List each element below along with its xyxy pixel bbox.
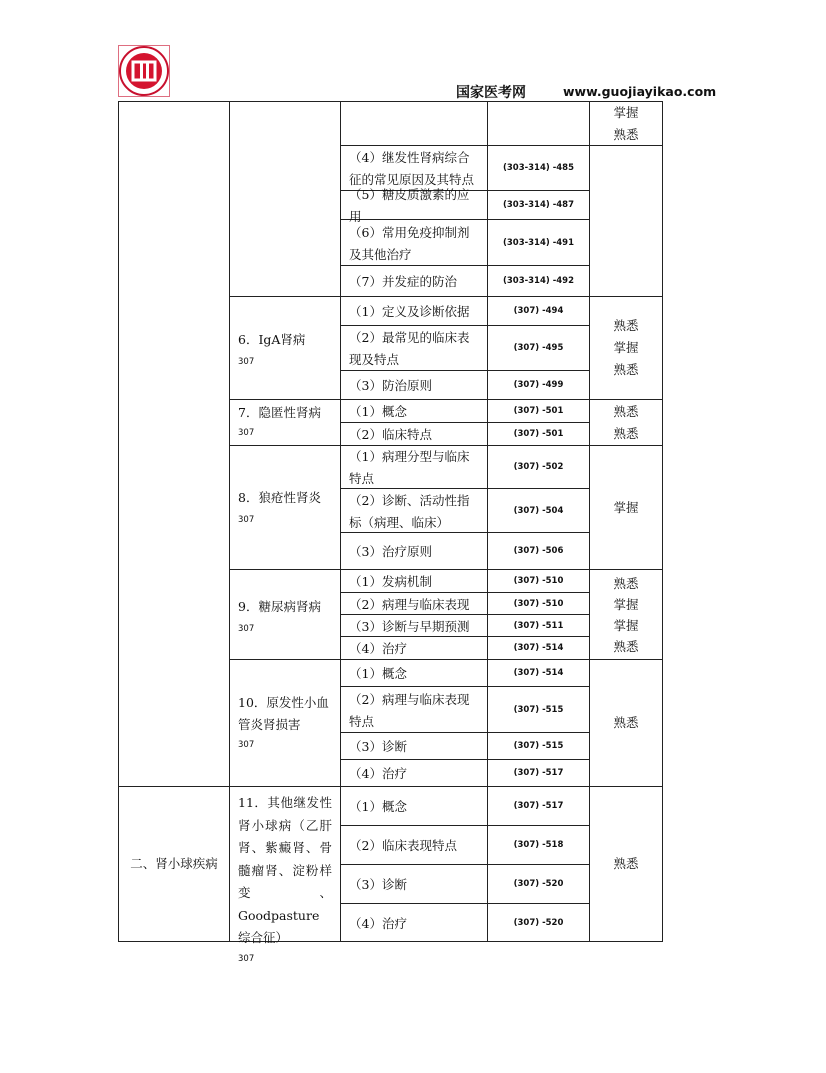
page-code: (307) -499 [513,380,564,390]
page-code: (307) -510 [513,576,564,586]
table-row: （2）病理与临床表现 [349,596,470,612]
table-row: （4）治疗 [349,641,407,656]
table-row: （4）治疗 [349,766,407,781]
header-divider [118,101,663,102]
table-row: （3）治疗原则 [349,544,432,559]
topic-cell [230,400,340,440]
page-code: (303-314) -487 [502,200,574,210]
page-code: (307) -495 [513,343,564,353]
page-code: (307) -520 [513,879,564,889]
table-row: （3）防治原则 [349,378,432,393]
level-cell: 熟悉 掌握 熟悉 [613,318,639,377]
site-url[interactable]: www.guojiayikao.com [563,84,717,99]
level-cell: 熟悉 熟悉 [613,403,639,441]
site-name: 国家医考网 [456,85,526,101]
page-code: (307) -511 [513,620,564,631]
table-row: （3）诊断 [349,877,407,892]
page-code: (307) -517 [513,768,564,778]
page-code: (307) -510 [513,598,564,609]
page-code: (307) -501 [513,406,564,416]
table-row: （2）临床表现特点 [349,838,457,853]
level-cell: 熟悉 掌握 掌握 熟悉 [613,575,639,654]
page-code: (303-314) -485 [502,163,574,173]
page-code: (307) -502 [513,462,564,472]
topic-cell [230,594,340,636]
page-code: (307) -501 [513,429,564,439]
topic-cell [230,790,340,966]
category-cell [119,787,229,941]
level-cell: 熟悉 [613,856,639,871]
level-text: 熟悉 [613,126,639,142]
table-row: （3）诊断 [349,739,407,754]
table-row: （1）病理分型与临床特点 [349,449,470,486]
topic-number: 307 [238,357,255,367]
table-row: （4）治疗 [349,915,407,931]
table-row: （6）常用免疫抑制剂及其他治疗 [349,224,470,262]
topic-name: 10．原发性小血管炎肾损害 [238,695,329,732]
page-code: (307) -514 [513,668,564,678]
topic-name: 8．狼疮性肾炎 [238,490,321,505]
topic-cell [230,327,340,369]
page-code: (303-314) -491 [502,237,574,248]
page-code: (307) -494 [513,306,564,316]
page-code: (307) -520 [513,917,564,928]
topic-name: 11．其他继发性肾小球病（乙肝肾、紫癜肾、骨髓瘤肾、淀粉样变、Goodpasture 综合征） [238,795,332,945]
guojiayikao-logo [118,45,170,97]
table-row: （1）概念 [349,799,407,814]
topic-cell [230,485,340,527]
table-row: （5）糖皮质激素的应用 [349,187,470,224]
level-cell-top [590,102,662,145]
table-row: （2）诊断、活动性指标（病理、临床） [349,492,470,530]
table-row: （2）病理与临床表现特点 [349,691,470,729]
table-row: （1）概念 [349,404,407,419]
page-code: (307) -514 [513,643,564,653]
page-code: (307) -504 [513,505,564,516]
topic-number: 307 [238,428,255,438]
table-row: （1）概念 [349,666,407,681]
topic-number: 307 [238,624,255,634]
table-row: （7）并发症的防治 [349,274,457,289]
page-code: (307) -517 [513,801,564,811]
level-cell: 熟悉 [613,715,639,730]
topic-name: 9．糖尿病肾病 [238,599,321,614]
page-code: (307) -515 [513,704,564,715]
topic-cell [230,690,340,752]
table-row: （4）继发性肾病综合征的常见原因及其特点 [349,150,475,187]
page-code: (307) -518 [513,840,564,850]
topic-number: 307 [238,515,255,525]
page-code: (307) -506 [513,546,564,556]
page-code: (307) -515 [513,741,564,751]
category-name: 二、肾小球疾病 [130,856,218,871]
table-row: （3）诊断与早期预测 [349,618,470,634]
table-row: （2）最常见的临床表现及特点 [349,330,470,367]
topic-number: 307 [238,740,255,750]
level-text: 掌握 [613,104,639,120]
table-row: （2）临床特点 [349,427,432,442]
level-cell: 掌握 [613,499,639,515]
topic-number: 307 [238,953,255,964]
table-row: （1）定义及诊断依据 [349,304,470,319]
topic-name: 7．隐匿性肾病 [238,405,321,420]
page-code: (303-314) -492 [502,276,574,286]
table-row: （1）发病机制 [349,574,432,589]
topic-name: 6．IgA肾病 [238,332,306,347]
